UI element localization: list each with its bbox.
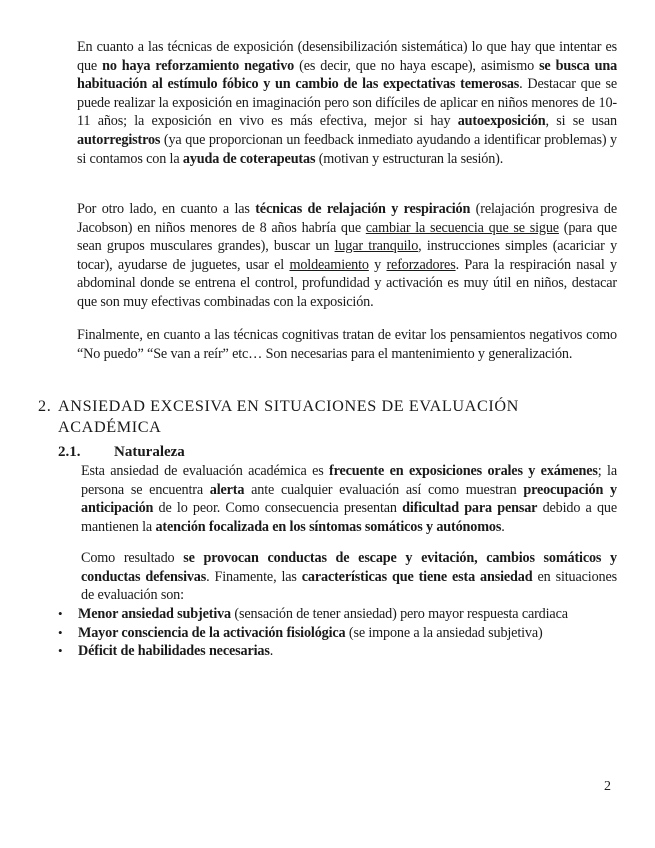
subsection-heading [58,443,185,462]
subsection-number: 2.1. [58,444,81,460]
bold-text: técnicas de relajación y respiración [255,201,471,217]
underlined-text: reforzadores [386,256,456,273]
bold-text: ayuda de coterapeutas [182,150,316,167]
bold-text: dificultad para pensar [402,500,538,517]
bold-text: preocupación y anticipación [81,481,617,517]
bold-text: atención focalizada en los síntomas somáticos y autónomos [155,518,502,535]
section-title-line1: ANSIEDAD EXCESIVA EN SITUACIONES DE EVALUACIÓN [58,397,519,415]
underlined-text: lugar tranquilo [334,238,419,255]
section-title-line2: ACADÉMICA [58,418,162,436]
characteristics-list [58,605,618,661]
paragraph-nature: Esta ansiedad de evaluación académica es frecuente en exposiciones orales y exámenes; la persona se encuentra alerta ante cualquier evaluación así como muestran preocupación y anticipación de lo peor. Como consecuencia presentan dificultad para pensar debido a que mantienen la atención focalizada en los síntomas somáticos y autónomos. [81,463,618,535]
list-item: • Déficit de habilidades necesarias. [58,643,274,660]
page-number: 2 [604,779,611,794]
subsection-title: Naturaleza [114,444,185,460]
paragraph-cognitive-techniques: Finalmente, en cuanto a las técnicas cognitivas tratan de evitar los pensamientos negativos como “No puedo” “Se van a reír” etc… Son necesarias para el mantenimiento y generalización. [77,327,617,362]
paragraph-exposure-techniques: En cuanto a las técnicas de exposición (desensibilización sistemática) lo que hay que intentar es que no haya reforzamiento negativo (es decir, que no haya escape), asimismo se busca una habituación al estímulo fóbico y un cambio de las expectativas temerosas. Destacar que se puede realizar la exposición en imaginación pero son difíciles de aplicar en niños menores de 10-11 años; la exposición en vivo es más efectiva, mejor si hay autoexposición, si se usan autorregistros (ya que proporcionan un feedback inmediato ayudando a identificar problemas) y si contamos con la ayuda de coterapeutas (motivan y estructuran la sesión). [77,39,618,167]
bold-text: características que tiene esta ansiedad [301,568,533,585]
bold-text: autoexposición [457,113,546,130]
section-number: 2. [38,397,52,415]
underlined-text: moldeamiento [289,256,369,273]
bold-text: alerta [209,481,245,498]
underlined-text: cambiar la secuencia que se sigue [365,219,559,236]
paragraph-consequences: Como resultado se provocan conductas de escape y evitación, cambios somáticos y conductas defensivas. Finamente, las características que tiene esta ansiedad en situaciones de evaluación son: [81,550,617,604]
bold-text: frecuente en exposiciones orales y exámenes [329,463,598,479]
bullet-icon: • [58,606,63,621]
list-item: • Menor ansiedad subjetiva (sensación de tener ansiedad) pero mayor respuesta cardiaca [58,606,568,622]
bold-text: se busca una habituación al estímulo fóbico y un cambio de las expectativas temerosas [77,57,618,93]
bold-text: se provocan conductas de escape y evitación, cambios somáticos y conductas defensivas [81,550,617,585]
bold-text: no haya reforzamiento negativo [102,57,295,74]
list-item: • Mayor consciencia de la activación fisiológica (se impone a la ansiedad subjetiva) [58,624,543,641]
section-heading [38,396,617,438]
bullet-icon: • [58,643,63,659]
bold-text: autorregistros [77,131,161,148]
bullet-icon: • [58,624,63,640]
paragraph-relaxation-techniques: Por otro lado, en cuanto a las técnicas de relajación y respiración (relajación progresiva de Jacobson) en niños menores de 8 años habría que cambiar la secuencia que se sigue (para que sean grupos musculares grandes), buscar un lugar tranquilo, instrucciones simples (acariciar y tocar), ayudarse de juguetes, usar el moldeamiento y reforzadores. Para la respiración nasal y abdominal donde se entrena el control, profundidad y activación es muy útil en niños, destacar que son muy efectivas combinadas con la exposición. [77,201,618,310]
